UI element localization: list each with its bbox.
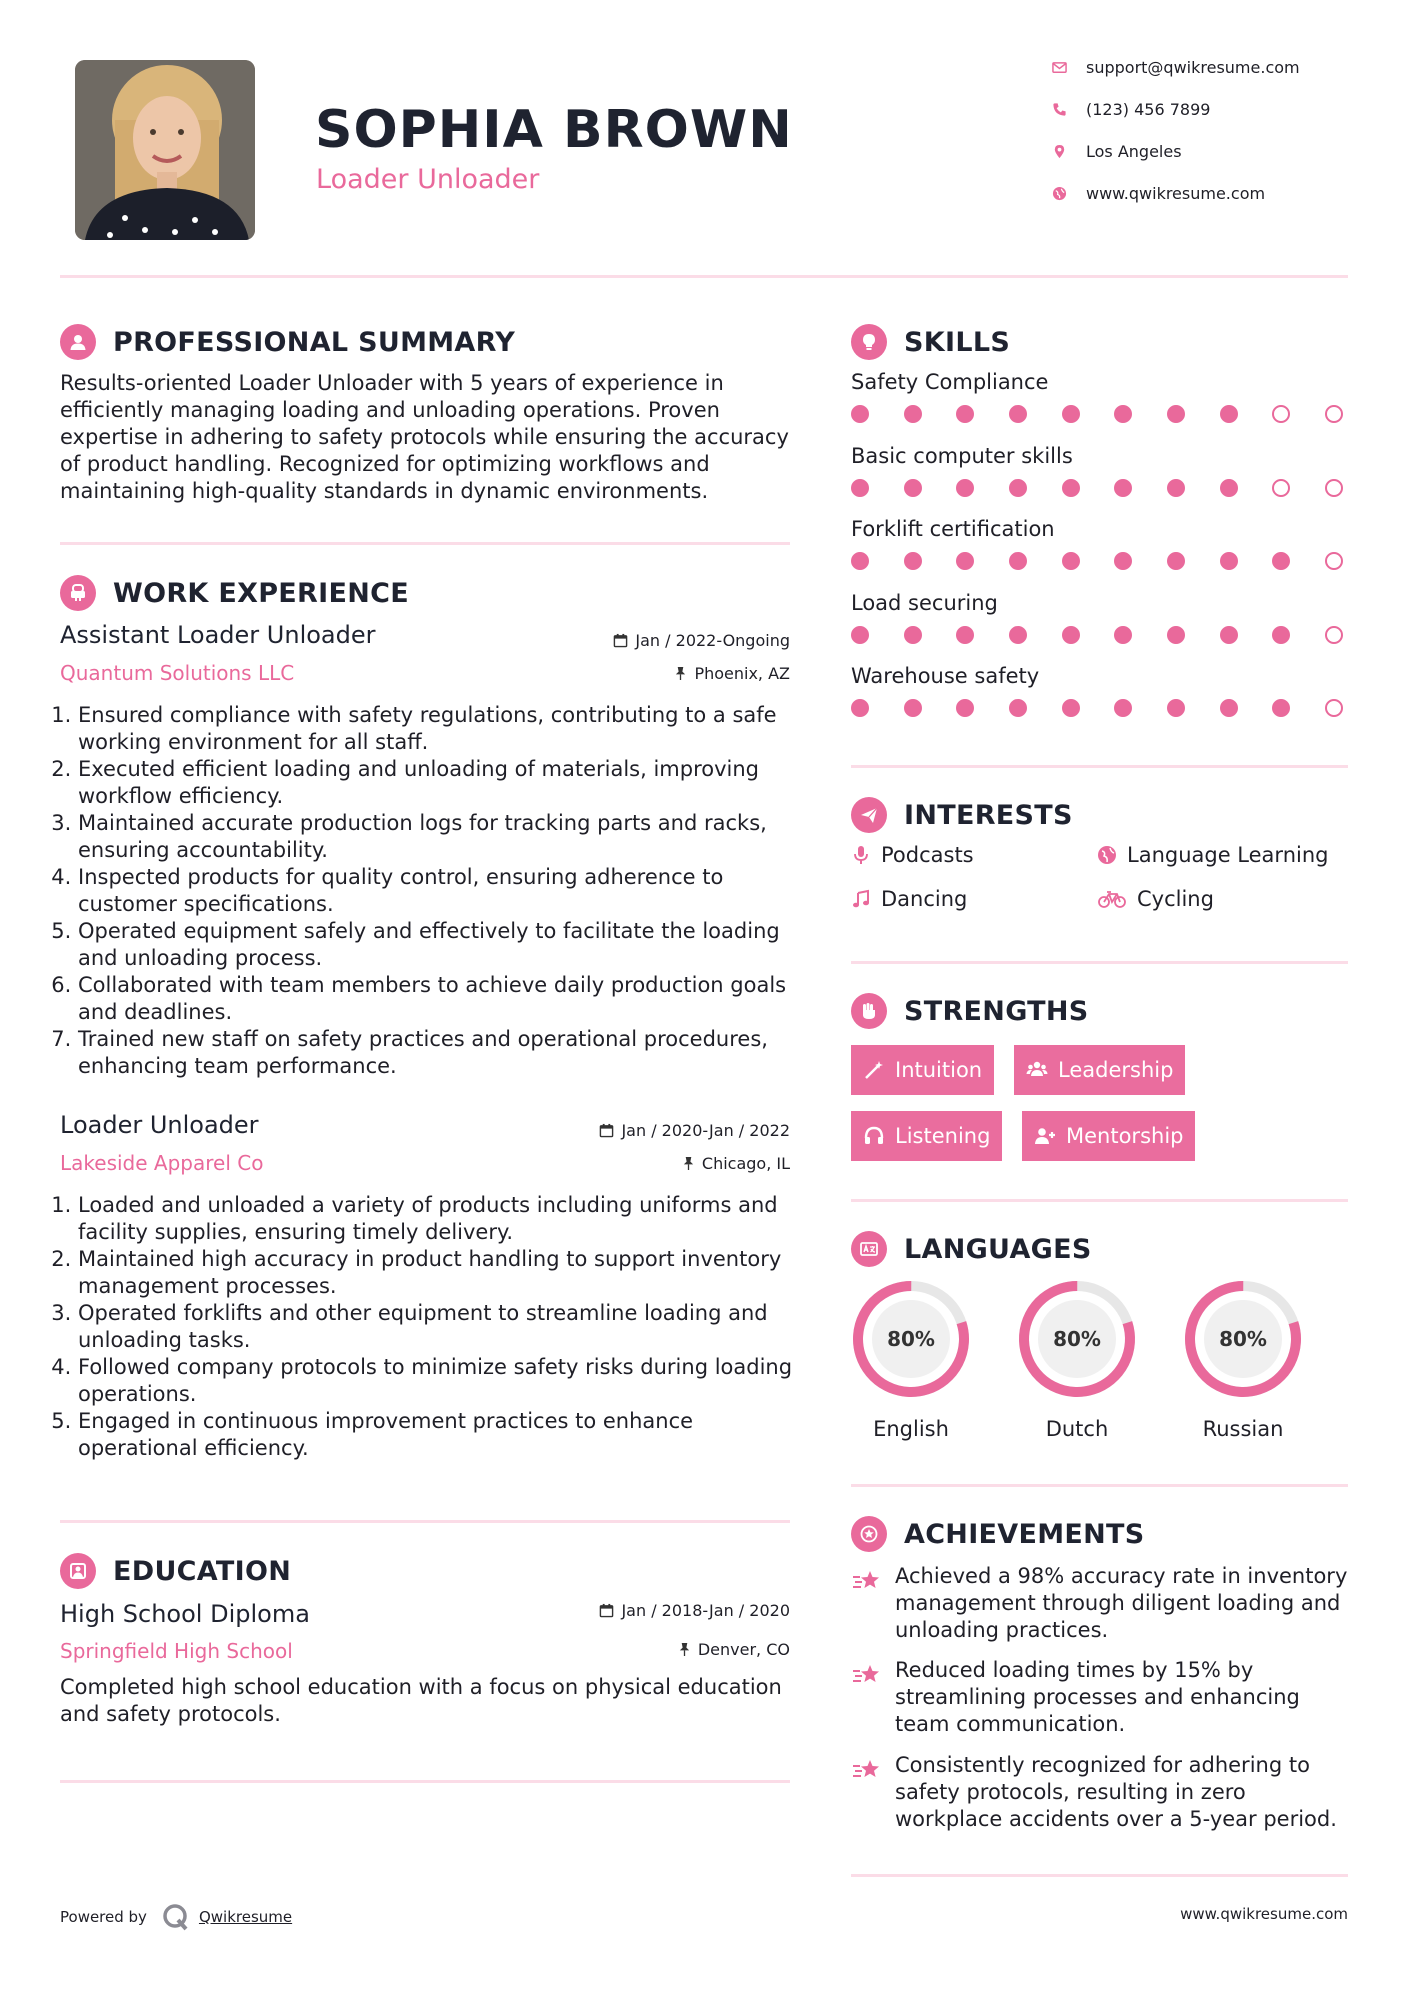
language-name: English (873, 1417, 949, 1441)
rating-dot (1272, 552, 1290, 570)
shooting-star-icon (851, 1659, 883, 1691)
rating-dot (956, 479, 974, 497)
location-text: Los Angeles (1086, 142, 1182, 161)
microphone-icon (851, 845, 871, 865)
candidate-title: Loader Unloader (316, 164, 540, 195)
education-heading-text: EDUCATION (113, 1555, 292, 1587)
rating-dot (956, 626, 974, 644)
skill-item (851, 370, 1351, 444)
rating-dot (1220, 405, 1238, 423)
rating-dot (1009, 405, 1027, 423)
interest-item (1097, 887, 1214, 911)
rating-dot (1167, 479, 1185, 497)
language-percent: 80% (1053, 1327, 1101, 1351)
section-divider (851, 1484, 1348, 1487)
education-location-text: Denver, CO (697, 1640, 790, 1659)
pushpin-icon (678, 1642, 691, 1657)
contact-website[interactable] (1052, 184, 1265, 203)
language-percent: 80% (887, 1327, 935, 1351)
list-item: 2. Executed efficient loading and unloading of materials, improving workflow efficiency. (78, 756, 795, 810)
achievement-item (851, 1752, 1348, 1833)
rating-dot (1009, 552, 1027, 570)
users-icon (1026, 1059, 1048, 1081)
globe-icon (1097, 845, 1117, 865)
skill-item (851, 591, 1351, 665)
envelope-icon (1052, 60, 1086, 75)
calendar-icon (599, 1123, 614, 1138)
shooting-star-icon (851, 1754, 883, 1786)
rating-dot (1009, 699, 1027, 717)
rating-dot (904, 626, 922, 644)
contact-phone (1052, 100, 1210, 119)
rating-dot (1272, 479, 1290, 497)
strength-label: Leadership (1058, 1058, 1174, 1082)
section-divider (60, 542, 790, 545)
rating-dot (851, 626, 869, 644)
language-progress-ring (849, 1277, 973, 1401)
job-title: Loader Unloader (60, 1111, 259, 1139)
interest-label: Cycling (1137, 887, 1214, 911)
job-date (613, 631, 790, 650)
language-percent: 80% (1219, 1327, 1267, 1351)
magic-wand-icon (863, 1059, 885, 1081)
rating-dot (1167, 552, 1185, 570)
globe-icon (1052, 186, 1086, 201)
strengths-heading (851, 993, 1089, 1029)
skill-item (851, 444, 1351, 518)
powered-by-text: Powered by (60, 1908, 147, 1926)
job-company: Lakeside Apparel Co (60, 1151, 264, 1175)
interest-label: Language Learning (1127, 843, 1329, 867)
list-item: 3. Maintained accurate production logs for tracking parts and racks, ensuring accountability. (78, 810, 795, 864)
footer-website[interactable]: www.qwikresume.com (1180, 1905, 1348, 1923)
language-name: Dutch (1045, 1417, 1109, 1441)
education-date (599, 1601, 790, 1620)
rating-dot (1325, 626, 1343, 644)
rating-dot (1114, 479, 1132, 497)
interests-heading (851, 797, 1073, 833)
strength-tag (1014, 1045, 1185, 1095)
section-divider (60, 1520, 790, 1523)
job-location (674, 664, 790, 683)
rating-dot (1272, 699, 1290, 717)
summary-heading-text: PROFESSIONAL SUMMARY (113, 326, 516, 358)
rating-dot (1220, 626, 1238, 644)
website-text[interactable]: www.qwikresume.com (1086, 184, 1266, 203)
interest-item (851, 887, 967, 911)
list-item: 7. Trained new staff on safety practices and operational procedures, enhancing team performance. (78, 1026, 795, 1080)
skill-name: Warehouse safety (851, 664, 1040, 688)
rating-dot (1220, 699, 1238, 717)
strength-tag (1022, 1111, 1195, 1161)
interest-item (1097, 843, 1328, 867)
rating-dot (956, 552, 974, 570)
graduation-icon (60, 1553, 96, 1589)
job-bullets (60, 1192, 795, 1462)
bicycle-icon (1097, 889, 1127, 909)
strength-label: Mentorship (1066, 1124, 1184, 1148)
summary-text: Results-oriented Loader Unloader with 5 years of experience in efficiently managing loading and unloading operations. Proven expertise in adhering to safety protocols while ensuring the accuracy of product handling. Recognized for optimizing workflows and maintaining high-quality standards in dynamic environments. (60, 371, 789, 503)
map-pin-icon (1052, 144, 1086, 159)
list-item: 4. Followed company protocols to minimize safety risks during loading operations. (78, 1354, 795, 1408)
rating-dot (1114, 405, 1132, 423)
rating-dot (851, 405, 869, 423)
section-divider (851, 1199, 1348, 1202)
paper-plane-icon (851, 797, 887, 833)
list-item: 4. Inspected products for quality control, ensuring adherence to customer specifications. (78, 864, 795, 918)
list-item: 1. Loaded and unloaded a variety of products including uniforms and facility supplies, ensuring timely delivery. (78, 1192, 795, 1246)
education-location (678, 1640, 790, 1659)
experience-heading-text: WORK EXPERIENCE (113, 577, 409, 609)
calendar-icon (599, 1603, 614, 1618)
rating-dot (1114, 626, 1132, 644)
skills-list (851, 370, 1351, 738)
language-icon (851, 1231, 887, 1267)
rating-dot (904, 552, 922, 570)
phone-text: (123) 456 7899 (1086, 100, 1211, 119)
rating-dot (1114, 699, 1132, 717)
education-text: Completed high school education with a focus on physical education and safety protocols. (60, 1675, 782, 1726)
profile-photo (75, 60, 255, 240)
rating-dot (1167, 699, 1185, 717)
phone-icon (1052, 102, 1086, 117)
job-date-text: Jan / 2022-Ongoing (635, 631, 790, 650)
list-item: 5. Operated equipment safely and effectively to facilitate the loading and unloading process. (78, 918, 795, 972)
interest-item (851, 843, 974, 867)
candidate-name: SOPHIA BROWN (315, 100, 793, 160)
list-item: 1. Ensured compliance with safety regulations, contributing to a safe working environment for all staff. (78, 702, 795, 756)
rating-dot (1062, 405, 1080, 423)
contact-location (1052, 142, 1182, 161)
job-date-text: Jan / 2020-Jan / 2022 (621, 1121, 790, 1140)
achievement-item (851, 1657, 1348, 1738)
language-item (1181, 1277, 1305, 1441)
rating-dot (1325, 552, 1343, 570)
education-date-text: Jan / 2018-Jan / 2020 (621, 1601, 790, 1620)
strength-label: Intuition (895, 1058, 983, 1082)
rating-dot (1220, 479, 1238, 497)
strengths-heading-text: STRENGTHS (904, 995, 1089, 1027)
achievement-text: Achieved a 98% accuracy rate in inventory management through diligent loading and unloading practices. (895, 1564, 1348, 1642)
skill-rating (851, 626, 1343, 644)
job-date (599, 1121, 790, 1140)
degree-title: High School Diploma (60, 1600, 310, 1628)
shooting-star-icon (851, 1565, 883, 1597)
contact-email (1052, 58, 1300, 77)
rating-dot (1167, 405, 1185, 423)
star-badge-icon (851, 1516, 887, 1552)
rating-dot (1062, 699, 1080, 717)
skill-name: Safety Compliance (851, 370, 1049, 394)
skill-item (851, 664, 1351, 738)
language-progress-ring (1181, 1277, 1305, 1401)
section-divider (851, 961, 1348, 964)
rating-dot (851, 479, 869, 497)
user-plus-icon (1034, 1125, 1056, 1147)
interest-label: Dancing (881, 887, 968, 911)
footer-powered (60, 1902, 292, 1932)
music-icon (851, 889, 871, 909)
skill-name: Load securing (851, 590, 998, 615)
achievement-text: Reduced loading times by 15% by streamlining processes and enhancing team communication. (895, 1658, 1300, 1736)
skill-rating (851, 552, 1343, 570)
rating-dot (904, 479, 922, 497)
skills-heading-text: SKILLS (904, 326, 1011, 358)
rating-dot (1272, 405, 1290, 423)
rating-dot (1325, 479, 1343, 497)
job-company: Quantum Solutions LLC (60, 661, 295, 685)
skills-heading (851, 324, 1010, 360)
qwikresume-logo-icon (161, 1902, 191, 1932)
rating-dot (904, 699, 922, 717)
fist-icon (851, 993, 887, 1029)
summary-heading (60, 324, 515, 360)
skill-rating (851, 479, 1343, 497)
rating-dot (851, 699, 869, 717)
experience-heading (60, 575, 409, 611)
rating-dot (1062, 479, 1080, 497)
qwikresume-link[interactable]: Qwikresume (198, 1908, 293, 1926)
rating-dot (904, 405, 922, 423)
list-item: 2. Maintained high accuracy in product handling to support inventory management processes. (78, 1246, 795, 1300)
rating-dot (851, 552, 869, 570)
achievements-heading-text: ACHIEVEMENTS (904, 1518, 1145, 1550)
rating-dot (1220, 552, 1238, 570)
achievements-heading (851, 1516, 1145, 1552)
section-divider (851, 1874, 1348, 1877)
pushpin-icon (682, 1156, 695, 1171)
rating-dot (1009, 626, 1027, 644)
language-name: Russian (1202, 1417, 1284, 1441)
interests-heading-text: INTERESTS (904, 799, 1073, 831)
strength-tag (851, 1045, 994, 1095)
headphones-icon (863, 1125, 885, 1147)
achievement-item (851, 1563, 1348, 1644)
job-location-text: Chicago, IL (701, 1154, 790, 1173)
header-divider (60, 275, 1348, 278)
rating-dot (1009, 479, 1027, 497)
languages-heading (851, 1231, 1092, 1267)
user-icon (60, 324, 96, 360)
interest-label: Podcasts (881, 843, 974, 867)
rating-dot (1272, 626, 1290, 644)
language-progress-ring (1015, 1277, 1139, 1401)
skill-rating (851, 405, 1343, 423)
list-item: 6. Collaborated with team members to achieve daily production goals and deadlines. (78, 972, 795, 1026)
rating-dot (1114, 552, 1132, 570)
skill-name: Forklift certification (851, 517, 1055, 541)
rating-dot (1325, 699, 1343, 717)
list-item: 5. Engaged in continuous improvement practices to enhance operational efficiency. (78, 1408, 795, 1462)
achievement-text: Consistently recognized for adhering to safety protocols, resulting in zero workplace accidents over a 5-year period. (895, 1753, 1337, 1831)
job-location (682, 1154, 790, 1173)
rating-dot (1167, 626, 1185, 644)
languages-heading-text: LANGUAGES (904, 1233, 1092, 1265)
briefcase-icon (60, 575, 96, 611)
lightbulb-icon (851, 324, 887, 360)
section-divider (60, 1780, 790, 1783)
skill-name: Basic computer skills (851, 443, 1073, 468)
rating-dot (956, 699, 974, 717)
rating-dot (1062, 552, 1080, 570)
job-location-text: Phoenix, AZ (694, 664, 790, 683)
calendar-icon (613, 633, 628, 648)
strength-tag (851, 1111, 1002, 1161)
pushpin-icon (674, 666, 687, 681)
language-item (849, 1277, 973, 1441)
rating-dot (956, 405, 974, 423)
job-title: Assistant Loader Unloader (60, 621, 376, 649)
section-divider (851, 765, 1348, 768)
list-item: 3. Operated forklifts and other equipment to streamline loading and unloading tasks. (78, 1300, 795, 1354)
language-item (1015, 1277, 1139, 1441)
rating-dot (1325, 405, 1343, 423)
education-heading (60, 1553, 291, 1589)
email-text: support@qwikresume.com (1086, 58, 1300, 77)
strength-label: Listening (895, 1124, 991, 1148)
skill-item (851, 517, 1351, 591)
school-name: Springfield High School (60, 1639, 293, 1663)
skill-rating (851, 699, 1343, 717)
job-bullets (60, 702, 795, 1080)
rating-dot (1062, 626, 1080, 644)
